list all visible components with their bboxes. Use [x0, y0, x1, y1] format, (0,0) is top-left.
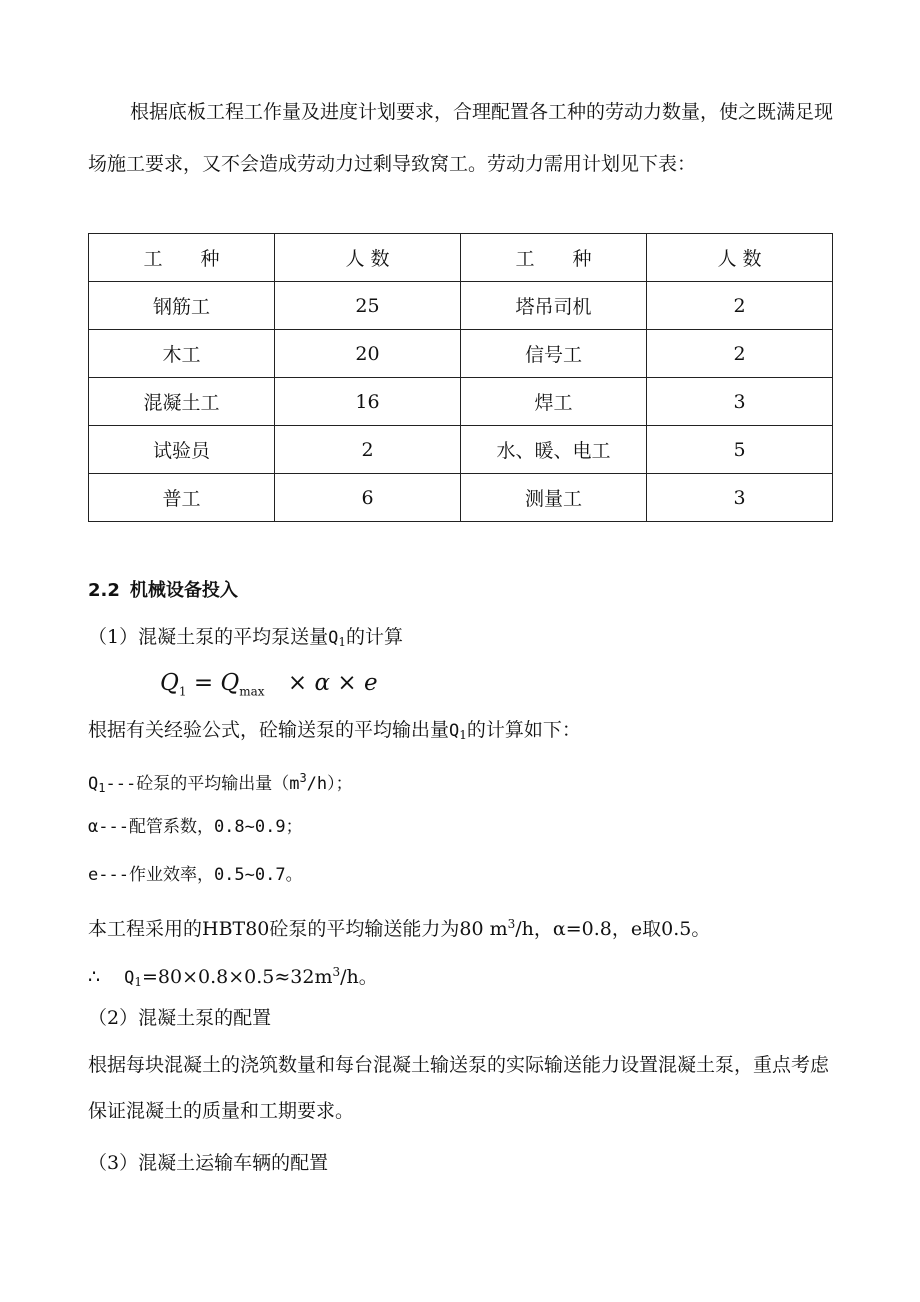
cell-count: 2 [275, 426, 461, 474]
cell-count: 2 [647, 330, 833, 378]
cell-count: 6 [275, 474, 461, 522]
cell-count: 2 [647, 282, 833, 330]
formula-qmax: Q [220, 670, 240, 696]
formula-alpha: α [314, 670, 331, 696]
item1-title-sub: 1 [338, 635, 346, 649]
table-header-row [89, 234, 833, 282]
def-q1-end: /h）； [306, 774, 353, 794]
cell-count: 16 [275, 378, 461, 426]
def-q1-var: Q [88, 774, 99, 794]
cell-trade: 信号工 [461, 330, 647, 378]
cell-trade: 钢筋工 [89, 282, 275, 330]
cell-trade: 混凝土工 [89, 378, 275, 426]
result-text: =80×0.8×0.5≈32m [141, 966, 333, 988]
therefore-symbol: ∴ [88, 966, 101, 988]
item2-title: （2）混凝土泵的配置 [88, 1007, 272, 1029]
item1-title-post: 的计算 [345, 626, 403, 648]
project-sup: 3 [507, 917, 516, 931]
item2-paragraph: 根据每块混凝土的浇筑数量和每台混凝土输送泵的实际输送能力设置混凝土泵，重点考虑保证混凝土的质量和工期要求。 [88, 1054, 830, 1122]
cell-count: 3 [647, 474, 833, 522]
item3-title: （3）混凝土运输车辆的配置 [88, 1152, 329, 1174]
header-trade-1: 工 种 [89, 234, 275, 282]
section-number: 2.2 [88, 580, 120, 601]
def-e: e---作业效率，0.5~0.7。 [88, 865, 303, 885]
cell-count: 5 [647, 426, 833, 474]
def-alpha: α---配管系数，0.8~0.9； [88, 817, 303, 837]
table-row [89, 378, 833, 426]
cell-count: 3 [647, 378, 833, 426]
explain-text: 根据有关经验公式，砼输送泵的平均输出量 [88, 719, 450, 741]
def-q1-text: ---砼泵的平均输出量（m [105, 774, 300, 794]
formula-lhs-sub: 1 [178, 684, 187, 699]
def-q1-sub: 1 [98, 781, 106, 795]
section-title: 机械设备投入 [129, 580, 238, 601]
item1-title-text: （1）混凝土泵的平均泵送量 [88, 626, 329, 648]
project-line [88, 910, 710, 943]
formula-lhs: Q [160, 670, 179, 696]
pump-formula [160, 670, 378, 699]
table-row [89, 330, 833, 378]
header-count-2: 人 数 [647, 234, 833, 282]
cell-count: 20 [275, 330, 461, 378]
formula-times-2: × [337, 670, 357, 696]
cell-trade: 焊工 [461, 378, 647, 426]
formula-qmax-sub: max [239, 684, 265, 699]
cell-trade: 试验员 [89, 426, 275, 474]
intro-paragraph [88, 86, 836, 190]
explain-post: 的计算如下： [466, 719, 581, 741]
labor-table [88, 233, 833, 522]
item1-title-var: Q [328, 628, 339, 648]
explain-sub: 1 [459, 728, 467, 742]
cell-trade: 塔吊司机 [461, 282, 647, 330]
section-heading [88, 576, 238, 602]
cell-trade: 木工 [89, 330, 275, 378]
formula-equals: = [193, 670, 214, 696]
header-trade-2: 工 种 [461, 234, 647, 282]
result-sub: 1 [134, 975, 142, 989]
table-row [89, 426, 833, 474]
cell-trade: 普工 [89, 474, 275, 522]
cell-count: 25 [275, 282, 461, 330]
header-count-1: 人 数 [275, 234, 461, 282]
project-post: /h，α=0.8，e取0.5。 [515, 918, 711, 940]
result-end: /h。 [340, 966, 378, 988]
def-q1 [88, 764, 353, 802]
def-q1-sup: 3 [299, 771, 307, 785]
formula-e: e [363, 670, 378, 696]
cell-trade: 测量工 [461, 474, 647, 522]
explain-var: Q [449, 721, 460, 741]
cell-trade: 水、暖、电工 [461, 426, 647, 474]
formula-times-1: × [287, 670, 308, 696]
project-text: 本工程采用的HBT80砼泵的平均输送能力为80 m [88, 918, 508, 940]
result-sup: 3 [332, 965, 341, 979]
result-var: Q [124, 968, 135, 988]
table-row [89, 474, 833, 522]
explain-line [88, 716, 581, 749]
result-line [88, 958, 378, 996]
item1-title [88, 623, 403, 656]
table-row [89, 282, 833, 330]
intro-text: 根据底板工程工作量及进度计划要求，合理配置各工种的劳动力数量，使之既满足现场施工要求，又不会造成劳动力过剩导致窝工。劳动力需用计划见下表： [88, 101, 834, 175]
